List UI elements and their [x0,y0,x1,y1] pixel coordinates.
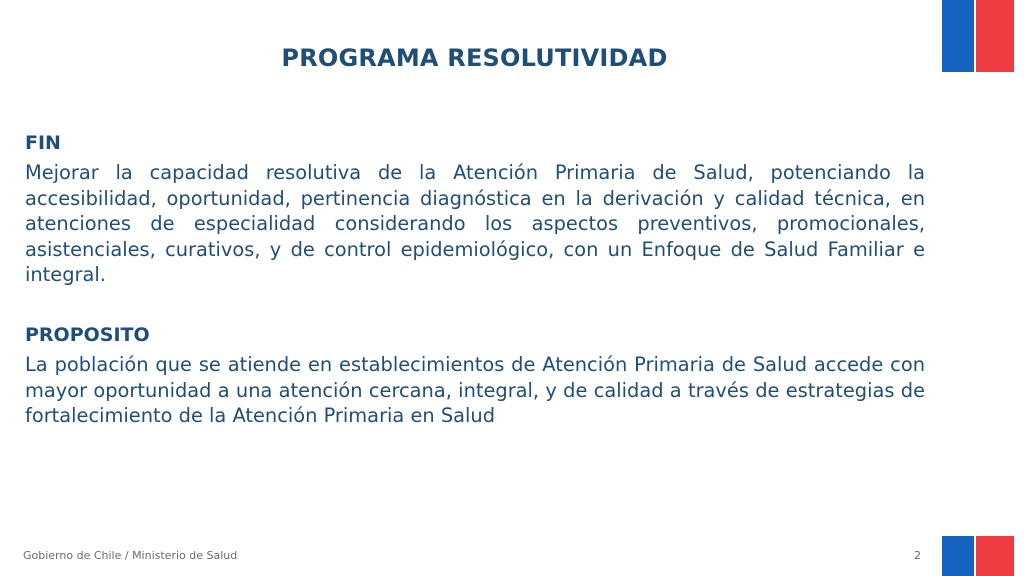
section-proposito [25,322,925,429]
section-fin [25,130,925,288]
flag-blue-stripe [942,536,974,576]
section-text-proposito: La población que se atiende en establecimientos de Atención Primaria de Salud accede con mayor oportunidad a una atención cercana, integral, y de calidad a través de estrategias de fortalecimiento de la Atención Primaria en Salud [25,353,925,427]
section-heading-fin: FIN [25,132,61,154]
footer-organization: Gobierno de Chile / Ministerio de Salud [23,549,238,562]
slide-title [0,44,1024,72]
flag-red-stripe [976,536,1014,576]
section-text-fin: Mejorar la capacidad resolutiva de la Atención Primaria de Salud, potenciando la accesibilidad, oportunidad, pertinencia diagnóstica en la derivación y calidad técnica, en atenciones de especialidad considerando los aspectos preventivos, promocionales, asistenciales, curativos, y de control epidemiológico, con un Enfoque de Salud Familiar e integral. [25,161,925,286]
slide-title-text: PROGRAMA RESOLUTIVIDAD [281,44,668,72]
section-heading-proposito: PROPOSITO [25,324,150,346]
chile-flag-bar-icon [942,536,1014,576]
page-number: 2 [914,549,921,562]
